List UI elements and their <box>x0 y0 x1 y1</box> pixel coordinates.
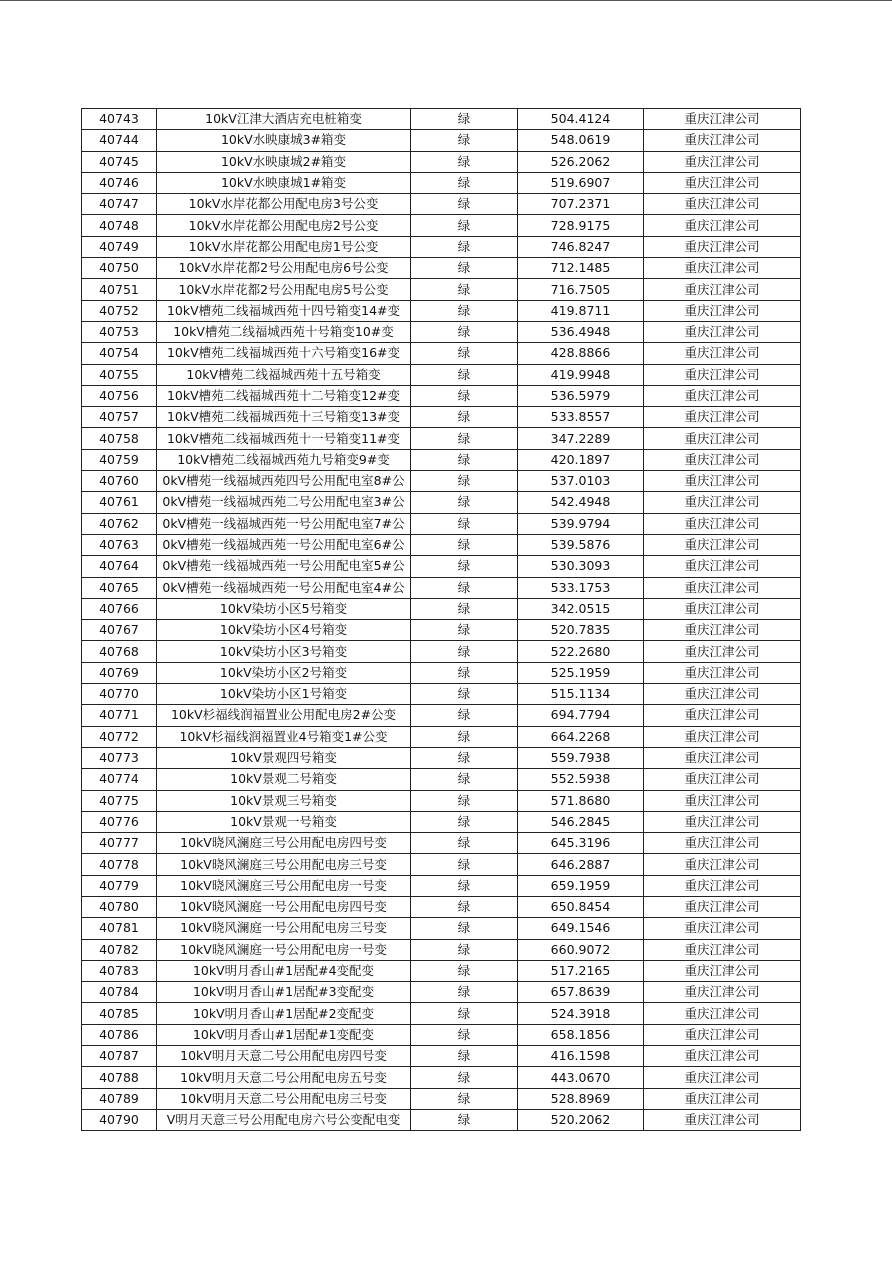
page-top-rule <box>0 0 892 1</box>
row-company-cell: 重庆江津公司 <box>644 833 801 854</box>
row-value-cell: 419.9948 <box>518 364 644 385</box>
row-color-cell: 绿 <box>411 598 518 619</box>
row-id-cell: 40774 <box>82 769 157 790</box>
row-id-cell: 40779 <box>82 875 157 896</box>
table-row <box>82 385 801 406</box>
row-company-cell: 重庆江津公司 <box>644 939 801 960</box>
row-value-cell: 428.8866 <box>518 343 644 364</box>
row-value-cell: 539.9794 <box>518 513 644 534</box>
row-id-cell: 40773 <box>82 747 157 768</box>
row-color-cell: 绿 <box>411 662 518 683</box>
row-name-cell: 10kV槽苑二线福城西苑十一号箱变11#变 <box>157 428 411 449</box>
row-company-cell: 重庆江津公司 <box>644 726 801 747</box>
row-company-cell: 重庆江津公司 <box>644 854 801 875</box>
row-id-cell: 40770 <box>82 684 157 705</box>
row-value-cell: 658.1856 <box>518 1024 644 1045</box>
row-color-cell: 绿 <box>411 300 518 321</box>
row-company-cell: 重庆江津公司 <box>644 620 801 641</box>
row-id-cell: 40746 <box>82 172 157 193</box>
row-color-cell: 绿 <box>411 130 518 151</box>
row-id-cell: 40759 <box>82 449 157 470</box>
row-value-cell: 416.1598 <box>518 1046 644 1067</box>
row-color-cell: 绿 <box>411 364 518 385</box>
row-company-cell: 重庆江津公司 <box>644 385 801 406</box>
table-row <box>82 534 801 555</box>
row-name-cell: 10kV水岸花都公用配电房2号公变 <box>157 215 411 236</box>
row-company-cell: 重庆江津公司 <box>644 428 801 449</box>
row-id-cell: 40763 <box>82 534 157 555</box>
row-company-cell: 重庆江津公司 <box>644 343 801 364</box>
row-name-cell: 10kV晓风澜庭三号公用配电房三号变 <box>157 854 411 875</box>
row-id-cell: 40764 <box>82 556 157 577</box>
row-value-cell: 519.6907 <box>518 172 644 193</box>
row-id-cell: 40756 <box>82 385 157 406</box>
row-name-cell: 0kV槽苑一线福城西苑一号公用配电室6#公 <box>157 534 411 555</box>
row-value-cell: 504.4124 <box>518 109 644 130</box>
row-name-cell: 10kV水映康城3#箱变 <box>157 130 411 151</box>
row-id-cell: 40785 <box>82 1003 157 1024</box>
row-value-cell: 537.0103 <box>518 471 644 492</box>
row-company-cell: 重庆江津公司 <box>644 790 801 811</box>
row-value-cell: 522.2680 <box>518 641 644 662</box>
row-company-cell: 重庆江津公司 <box>644 109 801 130</box>
row-company-cell: 重庆江津公司 <box>644 1088 801 1109</box>
row-value-cell: 524.3918 <box>518 1003 644 1024</box>
row-color-cell: 绿 <box>411 321 518 342</box>
table-row <box>82 811 801 832</box>
row-company-cell: 重庆江津公司 <box>644 492 801 513</box>
row-company-cell: 重庆江津公司 <box>644 449 801 470</box>
row-value-cell: 347.2289 <box>518 428 644 449</box>
row-id-cell: 40777 <box>82 833 157 854</box>
table-row <box>82 918 801 939</box>
row-id-cell: 40790 <box>82 1109 157 1130</box>
row-company-cell: 重庆江津公司 <box>644 705 801 726</box>
table-row <box>82 172 801 193</box>
table-row <box>82 1088 801 1109</box>
table-row <box>82 1067 801 1088</box>
row-value-cell: 342.0515 <box>518 598 644 619</box>
row-name-cell: 0kV槽苑一线福城西苑一号公用配电室7#公 <box>157 513 411 534</box>
row-id-cell: 40781 <box>82 918 157 939</box>
row-name-cell: 10kV水岸花都公用配电房1号公变 <box>157 236 411 257</box>
row-name-cell: 10kV槽苑二线福城西苑十二号箱变12#变 <box>157 385 411 406</box>
row-color-cell: 绿 <box>411 1088 518 1109</box>
row-color-cell: 绿 <box>411 109 518 130</box>
row-name-cell: 10kV染坊小区2号箱变 <box>157 662 411 683</box>
row-value-cell: 536.4948 <box>518 321 644 342</box>
row-color-cell: 绿 <box>411 258 518 279</box>
table-row <box>82 747 801 768</box>
row-name-cell: 10kV明月天意二号公用配电房五号变 <box>157 1067 411 1088</box>
row-id-cell: 40750 <box>82 258 157 279</box>
row-color-cell: 绿 <box>411 151 518 172</box>
row-name-cell: 0kV槽苑一线福城西苑四号公用配电室8#公 <box>157 471 411 492</box>
row-name-cell: 10kV景观四号箱变 <box>157 747 411 768</box>
row-id-cell: 40766 <box>82 598 157 619</box>
row-company-cell: 重庆江津公司 <box>644 258 801 279</box>
row-color-cell: 绿 <box>411 896 518 917</box>
table-row <box>82 194 801 215</box>
row-value-cell: 533.8557 <box>518 407 644 428</box>
row-value-cell: 419.8711 <box>518 300 644 321</box>
row-value-cell: 520.2062 <box>518 1109 644 1130</box>
row-id-cell: 40751 <box>82 279 157 300</box>
row-color-cell: 绿 <box>411 343 518 364</box>
row-id-cell: 40768 <box>82 641 157 662</box>
table-row <box>82 343 801 364</box>
row-name-cell: 10kV染坊小区5号箱变 <box>157 598 411 619</box>
row-id-cell: 40765 <box>82 577 157 598</box>
row-id-cell: 40762 <box>82 513 157 534</box>
row-company-cell: 重庆江津公司 <box>644 811 801 832</box>
table-row <box>82 790 801 811</box>
table-row <box>82 939 801 960</box>
row-name-cell: 10kV槽苑二线福城西苑十四号箱变14#变 <box>157 300 411 321</box>
row-value-cell: 646.2887 <box>518 854 644 875</box>
row-name-cell: 10kV槽苑二线福城西苑九号箱变9#变 <box>157 449 411 470</box>
row-name-cell: 10kV明月香山#1居配#2变配变 <box>157 1003 411 1024</box>
row-value-cell: 525.1959 <box>518 662 644 683</box>
row-color-cell: 绿 <box>411 726 518 747</box>
table-row <box>82 449 801 470</box>
row-color-cell: 绿 <box>411 556 518 577</box>
table-row <box>82 151 801 172</box>
row-color-cell: 绿 <box>411 534 518 555</box>
row-name-cell: 10kV景观三号箱变 <box>157 790 411 811</box>
row-id-cell: 40760 <box>82 471 157 492</box>
row-name-cell: 10kV染坊小区4号箱变 <box>157 620 411 641</box>
table-row <box>82 598 801 619</box>
row-company-cell: 重庆江津公司 <box>644 321 801 342</box>
row-color-cell: 绿 <box>411 620 518 641</box>
table-row <box>82 428 801 449</box>
row-value-cell: 716.7505 <box>518 279 644 300</box>
table-row <box>82 875 801 896</box>
row-color-cell: 绿 <box>411 811 518 832</box>
row-color-cell: 绿 <box>411 492 518 513</box>
table-row <box>82 556 801 577</box>
row-company-cell: 重庆江津公司 <box>644 279 801 300</box>
row-name-cell: 10kV水岸花都2号公用配电房5号公变 <box>157 279 411 300</box>
row-value-cell: 443.0670 <box>518 1067 644 1088</box>
table-row <box>82 705 801 726</box>
row-company-cell: 重庆江津公司 <box>644 300 801 321</box>
row-name-cell: 0kV槽苑一线福城西苑一号公用配电室5#公 <box>157 556 411 577</box>
row-color-cell: 绿 <box>411 960 518 981</box>
row-id-cell: 40783 <box>82 960 157 981</box>
row-company-cell: 重庆江津公司 <box>644 747 801 768</box>
row-color-cell: 绿 <box>411 194 518 215</box>
row-value-cell: 650.8454 <box>518 896 644 917</box>
row-color-cell: 绿 <box>411 385 518 406</box>
row-color-cell: 绿 <box>411 1067 518 1088</box>
row-company-cell: 重庆江津公司 <box>644 534 801 555</box>
table-row <box>82 577 801 598</box>
row-value-cell: 548.0619 <box>518 130 644 151</box>
row-value-cell: 664.2268 <box>518 726 644 747</box>
row-color-cell: 绿 <box>411 918 518 939</box>
table-row <box>82 1109 801 1130</box>
data-table <box>81 108 801 1131</box>
row-id-cell: 40755 <box>82 364 157 385</box>
row-id-cell: 40788 <box>82 1067 157 1088</box>
row-color-cell: 绿 <box>411 705 518 726</box>
row-company-cell: 重庆江津公司 <box>644 769 801 790</box>
row-id-cell: 40782 <box>82 939 157 960</box>
row-company-cell: 重庆江津公司 <box>644 172 801 193</box>
row-value-cell: 645.3196 <box>518 833 644 854</box>
table-row <box>82 321 801 342</box>
table-row <box>82 960 801 981</box>
row-company-cell: 重庆江津公司 <box>644 918 801 939</box>
row-company-cell: 重庆江津公司 <box>644 875 801 896</box>
row-company-cell: 重庆江津公司 <box>644 1024 801 1045</box>
table-row <box>82 1046 801 1067</box>
row-color-cell: 绿 <box>411 471 518 492</box>
row-id-cell: 40754 <box>82 343 157 364</box>
row-value-cell: 515.1134 <box>518 684 644 705</box>
table-row <box>82 641 801 662</box>
row-value-cell: 533.1753 <box>518 577 644 598</box>
row-color-cell: 绿 <box>411 215 518 236</box>
row-id-cell: 40748 <box>82 215 157 236</box>
row-id-cell: 40745 <box>82 151 157 172</box>
row-name-cell: 10kV明月香山#1居配#4变配变 <box>157 960 411 981</box>
table-row <box>82 471 801 492</box>
row-color-cell: 绿 <box>411 449 518 470</box>
row-name-cell: 10kV染坊小区1号箱变 <box>157 684 411 705</box>
row-company-cell: 重庆江津公司 <box>644 982 801 1003</box>
row-id-cell: 40780 <box>82 896 157 917</box>
table-row <box>82 215 801 236</box>
row-color-cell: 绿 <box>411 1046 518 1067</box>
row-id-cell: 40786 <box>82 1024 157 1045</box>
table-row <box>82 620 801 641</box>
row-color-cell: 绿 <box>411 641 518 662</box>
row-value-cell: 571.8680 <box>518 790 644 811</box>
table-row <box>82 513 801 534</box>
row-id-cell: 40747 <box>82 194 157 215</box>
row-id-cell: 40752 <box>82 300 157 321</box>
row-company-cell: 重庆江津公司 <box>644 130 801 151</box>
row-name-cell: 10kV晓风澜庭一号公用配电房一号变 <box>157 939 411 960</box>
row-company-cell: 重庆江津公司 <box>644 598 801 619</box>
row-id-cell: 40757 <box>82 407 157 428</box>
row-company-cell: 重庆江津公司 <box>644 662 801 683</box>
row-id-cell: 40787 <box>82 1046 157 1067</box>
row-name-cell: 10kV杉福线润福置业4号箱变1#公变 <box>157 726 411 747</box>
table-row <box>82 109 801 130</box>
row-company-cell: 重庆江津公司 <box>644 407 801 428</box>
row-value-cell: 542.4948 <box>518 492 644 513</box>
row-name-cell: 10kV槽苑二线福城西苑十三号箱变13#变 <box>157 407 411 428</box>
row-value-cell: 660.9072 <box>518 939 644 960</box>
row-name-cell: 10kV明月天意二号公用配电房三号变 <box>157 1088 411 1109</box>
row-id-cell: 40784 <box>82 982 157 1003</box>
row-company-cell: 重庆江津公司 <box>644 960 801 981</box>
table-row <box>82 896 801 917</box>
row-color-cell: 绿 <box>411 428 518 449</box>
row-name-cell: 10kV景观二号箱变 <box>157 769 411 790</box>
row-value-cell: 552.5938 <box>518 769 644 790</box>
row-id-cell: 40789 <box>82 1088 157 1109</box>
row-color-cell: 绿 <box>411 747 518 768</box>
table-row <box>82 492 801 513</box>
row-company-cell: 重庆江津公司 <box>644 364 801 385</box>
row-id-cell: 40769 <box>82 662 157 683</box>
row-company-cell: 重庆江津公司 <box>644 471 801 492</box>
row-name-cell: 10kV槽苑二线福城西苑十六号箱变16#变 <box>157 343 411 364</box>
row-name-cell: 10kV杉福线润福置业公用配电房2#公变 <box>157 705 411 726</box>
table-body <box>82 109 801 1131</box>
row-value-cell: 539.5876 <box>518 534 644 555</box>
table-row <box>82 1003 801 1024</box>
row-company-cell: 重庆江津公司 <box>644 194 801 215</box>
table-row <box>82 236 801 257</box>
row-value-cell: 746.8247 <box>518 236 644 257</box>
row-company-cell: 重庆江津公司 <box>644 1067 801 1088</box>
row-company-cell: 重庆江津公司 <box>644 236 801 257</box>
row-name-cell: 10kV江津大酒店充电桩箱变 <box>157 109 411 130</box>
row-company-cell: 重庆江津公司 <box>644 896 801 917</box>
row-color-cell: 绿 <box>411 939 518 960</box>
row-id-cell: 40744 <box>82 130 157 151</box>
row-company-cell: 重庆江津公司 <box>644 556 801 577</box>
row-name-cell: 10kV晓风澜庭一号公用配电房四号变 <box>157 896 411 917</box>
row-id-cell: 40758 <box>82 428 157 449</box>
table-row <box>82 130 801 151</box>
row-color-cell: 绿 <box>411 982 518 1003</box>
row-id-cell: 40771 <box>82 705 157 726</box>
row-color-cell: 绿 <box>411 790 518 811</box>
table-row <box>82 726 801 747</box>
table-row <box>82 300 801 321</box>
row-name-cell: 0kV槽苑一线福城西苑二号公用配电室3#公 <box>157 492 411 513</box>
row-value-cell: 546.2845 <box>518 811 644 832</box>
row-value-cell: 528.8969 <box>518 1088 644 1109</box>
row-name-cell: 10kV染坊小区3号箱变 <box>157 641 411 662</box>
row-id-cell: 40778 <box>82 854 157 875</box>
row-color-cell: 绿 <box>411 1024 518 1045</box>
row-value-cell: 517.2165 <box>518 960 644 981</box>
row-color-cell: 绿 <box>411 236 518 257</box>
row-company-cell: 重庆江津公司 <box>644 641 801 662</box>
row-value-cell: 559.7938 <box>518 747 644 768</box>
row-name-cell: 10kV景观一号箱变 <box>157 811 411 832</box>
row-value-cell: 649.1546 <box>518 918 644 939</box>
row-company-cell: 重庆江津公司 <box>644 215 801 236</box>
table-row <box>82 364 801 385</box>
table-row <box>82 662 801 683</box>
row-value-cell: 536.5979 <box>518 385 644 406</box>
row-id-cell: 40749 <box>82 236 157 257</box>
table-row <box>82 982 801 1003</box>
row-id-cell: 40761 <box>82 492 157 513</box>
row-color-cell: 绿 <box>411 875 518 896</box>
row-name-cell: V明月天意三号公用配电房六号公变配电变 <box>157 1109 411 1130</box>
row-name-cell: 10kV明月香山#1居配#1变配变 <box>157 1024 411 1045</box>
row-value-cell: 530.3093 <box>518 556 644 577</box>
row-color-cell: 绿 <box>411 513 518 534</box>
table-row <box>82 279 801 300</box>
row-color-cell: 绿 <box>411 407 518 428</box>
row-company-cell: 重庆江津公司 <box>644 577 801 598</box>
row-id-cell: 40775 <box>82 790 157 811</box>
row-id-cell: 40772 <box>82 726 157 747</box>
row-color-cell: 绿 <box>411 854 518 875</box>
row-color-cell: 绿 <box>411 279 518 300</box>
row-company-cell: 重庆江津公司 <box>644 1109 801 1130</box>
table-row <box>82 1024 801 1045</box>
row-name-cell: 10kV晓风澜庭一号公用配电房三号变 <box>157 918 411 939</box>
row-company-cell: 重庆江津公司 <box>644 151 801 172</box>
row-color-cell: 绿 <box>411 172 518 193</box>
row-color-cell: 绿 <box>411 1109 518 1130</box>
row-name-cell: 10kV槽苑二线福城西苑十号箱变10#变 <box>157 321 411 342</box>
row-color-cell: 绿 <box>411 577 518 598</box>
table-row <box>82 854 801 875</box>
row-color-cell: 绿 <box>411 833 518 854</box>
row-name-cell: 10kV槽苑二线福城西苑十五号箱变 <box>157 364 411 385</box>
row-id-cell: 40767 <box>82 620 157 641</box>
row-id-cell: 40743 <box>82 109 157 130</box>
row-value-cell: 694.7794 <box>518 705 644 726</box>
table-row <box>82 833 801 854</box>
row-company-cell: 重庆江津公司 <box>644 1046 801 1067</box>
row-name-cell: 10kV水岸花都2号公用配电房6号公变 <box>157 258 411 279</box>
row-value-cell: 520.7835 <box>518 620 644 641</box>
row-value-cell: 420.1897 <box>518 449 644 470</box>
row-name-cell: 10kV水岸花都公用配电房3号公变 <box>157 194 411 215</box>
row-color-cell: 绿 <box>411 1003 518 1024</box>
row-value-cell: 728.9175 <box>518 215 644 236</box>
row-value-cell: 712.1485 <box>518 258 644 279</box>
row-value-cell: 659.1959 <box>518 875 644 896</box>
row-name-cell: 10kV水映康城1#箱变 <box>157 172 411 193</box>
row-value-cell: 707.2371 <box>518 194 644 215</box>
row-id-cell: 40753 <box>82 321 157 342</box>
row-company-cell: 重庆江津公司 <box>644 513 801 534</box>
row-color-cell: 绿 <box>411 684 518 705</box>
table-row <box>82 769 801 790</box>
row-company-cell: 重庆江津公司 <box>644 1003 801 1024</box>
row-name-cell: 0kV槽苑一线福城西苑一号公用配电室4#公 <box>157 577 411 598</box>
row-value-cell: 526.2062 <box>518 151 644 172</box>
row-value-cell: 657.8639 <box>518 982 644 1003</box>
row-name-cell: 10kV明月天意二号公用配电房四号变 <box>157 1046 411 1067</box>
row-name-cell: 10kV明月香山#1居配#3变配变 <box>157 982 411 1003</box>
row-name-cell: 10kV晓风澜庭三号公用配电房四号变 <box>157 833 411 854</box>
row-company-cell: 重庆江津公司 <box>644 684 801 705</box>
table-row <box>82 407 801 428</box>
row-color-cell: 绿 <box>411 769 518 790</box>
table-row <box>82 684 801 705</box>
row-name-cell: 10kV晓风澜庭三号公用配电房一号变 <box>157 875 411 896</box>
table-row <box>82 258 801 279</box>
row-name-cell: 10kV水映康城2#箱变 <box>157 151 411 172</box>
row-id-cell: 40776 <box>82 811 157 832</box>
